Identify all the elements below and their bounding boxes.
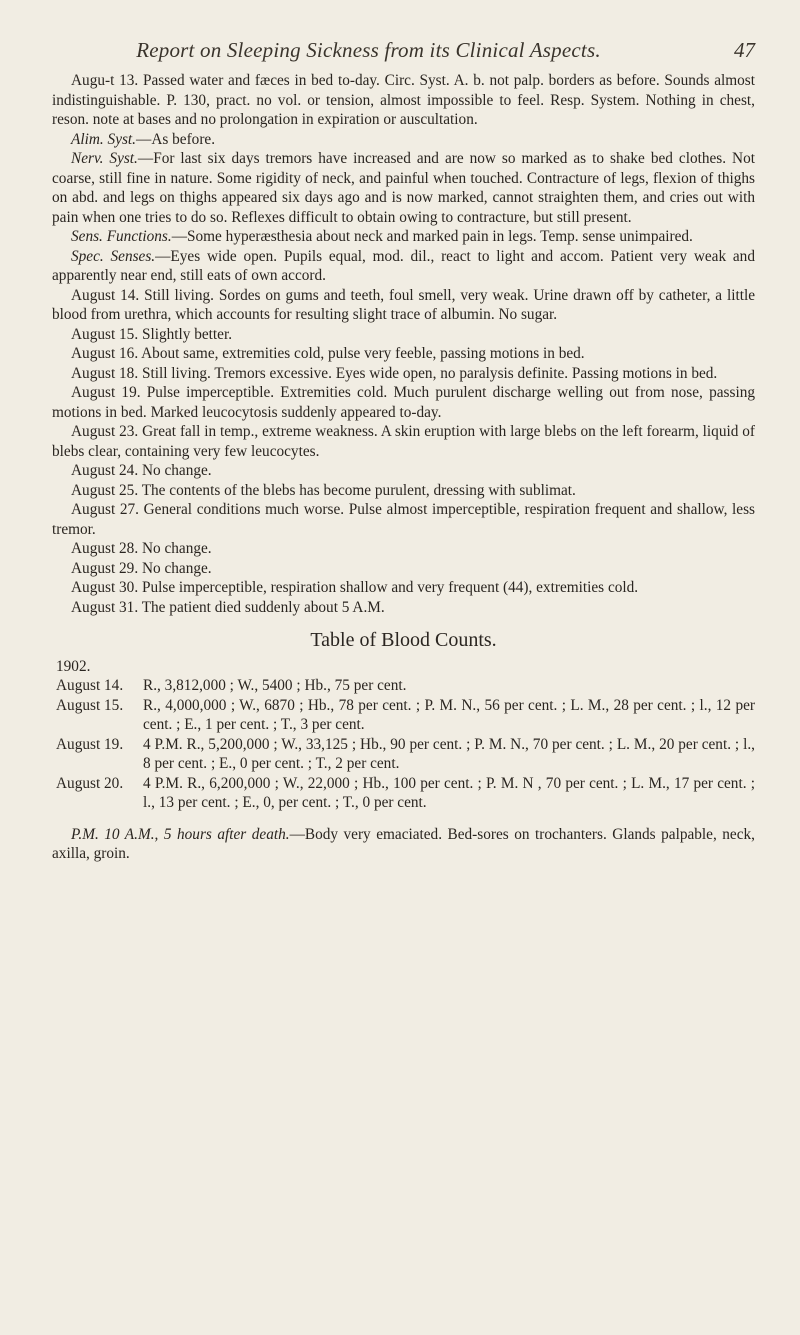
blood-count-values: R., 3,812,000 ; W., 5400 ; Hb., 75 per cent. (143, 677, 407, 694)
paragraph-text: August 18. Still living. Tremors excessive. Eyes wide open, no paralysis definite. Passing motions in bed. (71, 364, 718, 382)
final-note-lead: P.M. 10 A.M., 5 hours after death. (71, 825, 290, 843)
paragraph-text: August 29. No change. (71, 559, 212, 577)
paragraph-text: August 25. The contents of the blebs has become purulent, dressing with sublimat. (71, 481, 576, 499)
paragraph-lead: Nerv. Syst. (71, 150, 138, 167)
paragraph-text: —For last six days tremors have increased and are now so marked as to shake bed clothes. Not coarse, still fine in nature. Some rigidity of neck, and painful when touched. Contracture of legs, flexion of thighs on abd. and legs on thighs appeared six days ago and is now marked, cannot straighten them, and cries out with pain when one tries to do so. Reflexes difficult to obtain owing to contracture, but still present. (52, 150, 755, 226)
paragraph-text: August 15. Slightly better. (71, 325, 233, 343)
paragraph-text: August 27. General conditions much worse. Pulse almost imperceptible, respiration frequent and shallow, less tremor. (52, 501, 755, 538)
blood-count-row (52, 676, 755, 696)
blood-count-row (52, 774, 755, 813)
blood-count-row (52, 696, 755, 735)
paragraph (52, 71, 755, 130)
blood-count-values: 4 P.M. R., 5,200,000 ; W., 33,125 ; Hb., 90 per cent. ; P. M. N., 70 per cent. ; L. M., 20 per cent. ; l., 8 per cent. ; E., 0 per cent. ; T., 2 per cent. (143, 735, 755, 772)
body-text (52, 71, 755, 864)
paragraph-lead: Alim. Syst. (71, 130, 137, 148)
paragraph-text: —Some hyperæsthesia about neck and marked pain in legs. Temp. sense unimpaired. (171, 228, 693, 245)
blood-count-date: August 15. (56, 696, 124, 714)
paragraph-text: Augu-t 13. Passed water and fæces in bed to-day. Circ. Syst. A. b. not palp. borders as before. Sounds almost indistinguishable. P. 130, pract. no vol. or tension, almost impossible to feel. Resp. System. Nothing in chest, reson. note at bases and no prolongation in expiration or auscultation. (52, 72, 755, 128)
table-title: Table of Blood Counts. (310, 629, 497, 651)
paragraph-text: August 19. Pulse imperceptible. Extremities cold. Much purulent discharge welling out from nose, passing motions in bed. Marked leucocytosis suddenly appeared to-day. (52, 384, 755, 421)
paragraph-text: August 30. Pulse imperceptible, respiration shallow and very frequent (44), extremities cold. (71, 579, 639, 596)
paragraph-lead: Spec. Senses. (71, 247, 156, 265)
page-number: 47 (734, 38, 755, 62)
paragraph-text: —Eyes wide open. Pupils equal, mod. dil., react to light and accom. Patient very weak and apparently near end, still eats of own accord. (52, 247, 755, 284)
paragraph (52, 325, 755, 345)
paragraph (52, 539, 755, 559)
paragraph-text: August 14. Still living. Sordes on gums and teeth, foul smell, very weak. Urine drawn off by catheter, a little blood from urethra, which accounts for resulting slight trace of albumin. No sugar. (52, 286, 755, 323)
paragraph (52, 227, 755, 247)
paragraph-text: —As before. (136, 130, 216, 148)
blood-count-date: August 14. (56, 677, 124, 694)
paragraph (52, 149, 755, 227)
paragraph (52, 247, 755, 286)
paragraph-text: August 16. About same, extremities cold, pulse very feeble, passing motions in bed. (71, 345, 585, 362)
paragraph (52, 383, 755, 422)
paragraph-text: August 24. No change. (71, 462, 212, 479)
paragraph (52, 500, 755, 539)
table-year: 1902. (56, 657, 91, 675)
blood-count-values: 4 P.M. R., 6,200,000 ; W., 22,000 ; Hb., 100 per cent. ; P. M. N , 70 per cent. ; L. M., 17 per cent. ; l., 13 per cent. ; E., 0, per cent. ; T., 0 per cent. (143, 774, 755, 811)
paragraph (52, 286, 755, 325)
paragraph (52, 130, 755, 150)
case-notes (52, 71, 755, 617)
paragraph-lead: Sens. Functions. (71, 228, 172, 245)
paragraph (52, 344, 755, 364)
paragraph (52, 578, 755, 598)
paragraph (52, 481, 755, 501)
paragraph-text: August 23. Great fall in temp., extreme weakness. A skin eruption with large blebs on the left forearm, liquid of blebs clear, containing very few leucocytes. (52, 423, 755, 460)
running-title: Report on Sleeping Sickness from its Clinical Aspects. (136, 38, 601, 62)
paragraph (52, 364, 755, 384)
paragraph (52, 422, 755, 461)
blood-count-values: R., 4,000,000 ; W., 6870 ; Hb., 78 per cent. ; P. M. N., 56 per cent. ; L. M., 28 per cent. ; l., 12 per cent. ; E., 1 per cent. ; T., 3 per cent. (143, 696, 755, 733)
running-head (52, 38, 755, 68)
paragraph (52, 461, 755, 481)
blood-count-date: August 20. (56, 774, 124, 792)
paragraph (52, 598, 755, 618)
final-note (52, 825, 755, 864)
blood-count-row (52, 735, 755, 774)
blood-count-date: August 19. (56, 735, 124, 753)
final-note-text: —Body very emaciated. Bed-sores on trochanters. Glands palpable, neck, axilla, groin. (52, 825, 755, 862)
paragraph-text: August 28. No change. (71, 540, 212, 557)
paragraph-text: August 31. The patient died suddenly about 5 A.M. (71, 598, 385, 616)
paragraph (52, 559, 755, 579)
blood-count-entries (52, 676, 755, 813)
